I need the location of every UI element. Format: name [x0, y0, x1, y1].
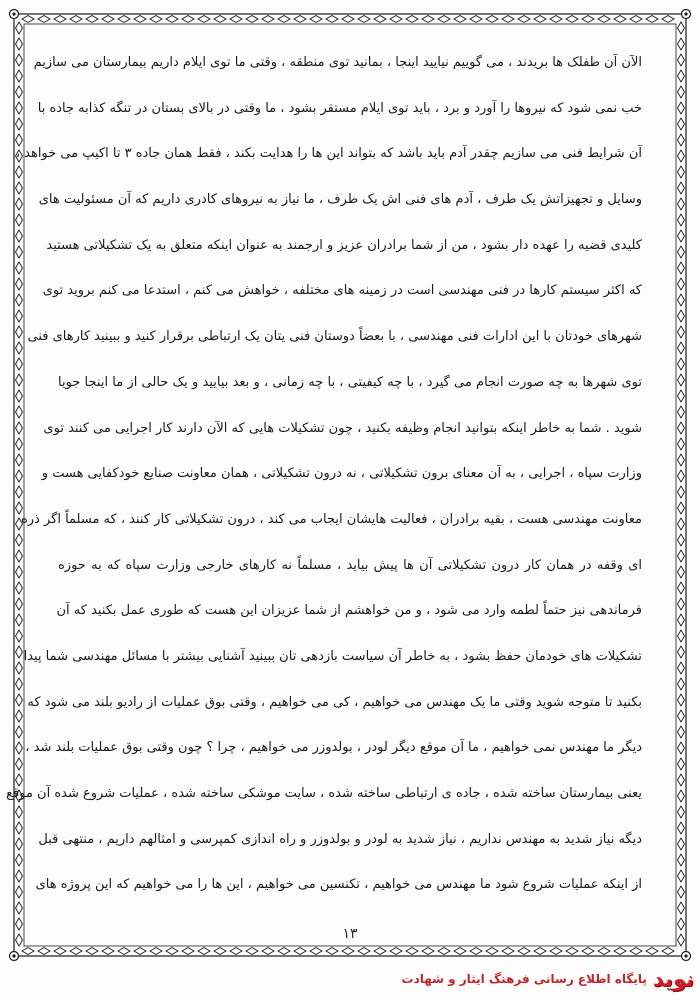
text-line-17: یعنی بیمارستان ساخته شده ، جاده ی ارتباطی ساخته شده ، سایت موشکی ساخته شده ، عملیات شروع شده آن موقع [6, 786, 642, 801]
text-line-9: شوید . شما به خاطر اینکه بتوانید انجام وظیفه بکنید ، چون تشکیلات هایی که الآن دارند کار اجرایی می کنند توی [43, 420, 642, 436]
text-line-16: دیگر ما مهندس نمی خواهیم ، ما آن موقع دیگر لودر ، بولدوزر می خواهیم ، چرا ؟ چون وقتی بوق عملیات بلند شد ، [25, 740, 642, 756]
text-line-12: ای وقفه در همان کار درون تشکیلاتی آن ها پیش بیاید ، مسلماً نه کارهای خارجی وزارت سپاه که به حوزه [58, 557, 642, 573]
text-line-15: بکنید تا متوجه شوید وقتی ما یک مهندس می خواهیم ، کی می خواهیم ، وقتی بوق عملیات از رادیو بلند می شود که [27, 694, 642, 710]
site-watermark [402, 962, 694, 996]
text-line-8: توی شهرها به چه صورت انجام می گیرد ، با چه کیفیتی ، با چه زمانی ، و بعد بیایید و یک حالی از ما اینجا جویا [58, 374, 642, 390]
text-line-10: وزارت سپاه ، اجرایی ، به آن معنای برون تشکیلاتی ، نه درون تشکیلاتی ، همان معاونت صنایع خودکفایی هست و [41, 466, 642, 482]
page-number: ۱۳ [342, 926, 358, 942]
text-line-1: الآن آن طفلک ها بریدند ، می گوییم نیایید اینجا ، بمانید توی منطقه ، وقتی ما توی ایلام داریم بیمارستان می سازیم [33, 55, 642, 70]
text-line-11: معاونت مهندسی هست ، بقیه برادران ، فعالیت هایشان ایجاب می کند ، درون تشکیلاتی کار کنند ، که مسلماً اگر ذره [20, 511, 642, 527]
text-line-13: فرماندهی نیز حتماً لطمه وارد می شود ، و من خواهشم از شما عزیزان این هست که طوری عمل بکنید که آن [56, 603, 642, 619]
text-line-6: که اکثر سیستم کارها در فنی مهندسی است در زمینه های مختلفه ، خواهش می کنم ، استدعا می کنم بروید توی [42, 283, 642, 299]
text-line-4: وسایل و تجهیزاتش یک طرف ، آدم های فنی اش یک طرف ، ما نیاز به نیروهای کادری داریم که آن مسئولیت های [38, 192, 642, 208]
text-line-18: دیگه نیاز شدید به مهندس نداریم ، نیاز شدید به لودر و بولدوزر و راه اندازی کمپرسی و امثالهم داریم ، منتهی قبل [38, 831, 642, 847]
watermark-caption: پایگاه اطلاع رسانی فرهنگ ایثار و شهادت [401, 972, 647, 986]
text-line-19: از اینکه عملیات شروع شود ما مهندس می خواهیم ، تکنسین می خواهیم ، این ها را می خواهیم که این پروژه های [35, 877, 642, 893]
text-line-3: آن شرایط فنی می سازیم چقدر آدم باید باشد که بتواند این ها را هدایت بکند ، فقط همان جاده ۳ تا اکیپ می خواهد ، [15, 146, 642, 162]
text-line-7: شهرهای خودتان با این ادارات فنی مهندسی ، با بعضاً دوستان فنی یتان یک ارتباطی برقرار کنید و ببینید کارهای فنی [27, 329, 642, 345]
body-text [6, 40, 642, 908]
text-line-5: کلیدی قضیه را عهده دار بشود ، من از شما برادران عزیز و ارجمند به عنوان اینکه متعلق به یک تشکیلاتی هستید [46, 237, 642, 253]
text-line-14: تشکیلات های خودمان حفظ بشود ، به خاطر آن سیاست بازدهی تان ببینید آشنایی بیشتر با مسائل مهندسی شما پیدا [23, 648, 642, 664]
watermark-logo: نوید [652, 967, 694, 991]
text-line-2: خب نمی شود که نیروها را آورد و برد ، باید توی ایلام مستقر بشود ، ما وقتی در بالای بستان در تنگه کذابه جاده با [37, 100, 642, 116]
